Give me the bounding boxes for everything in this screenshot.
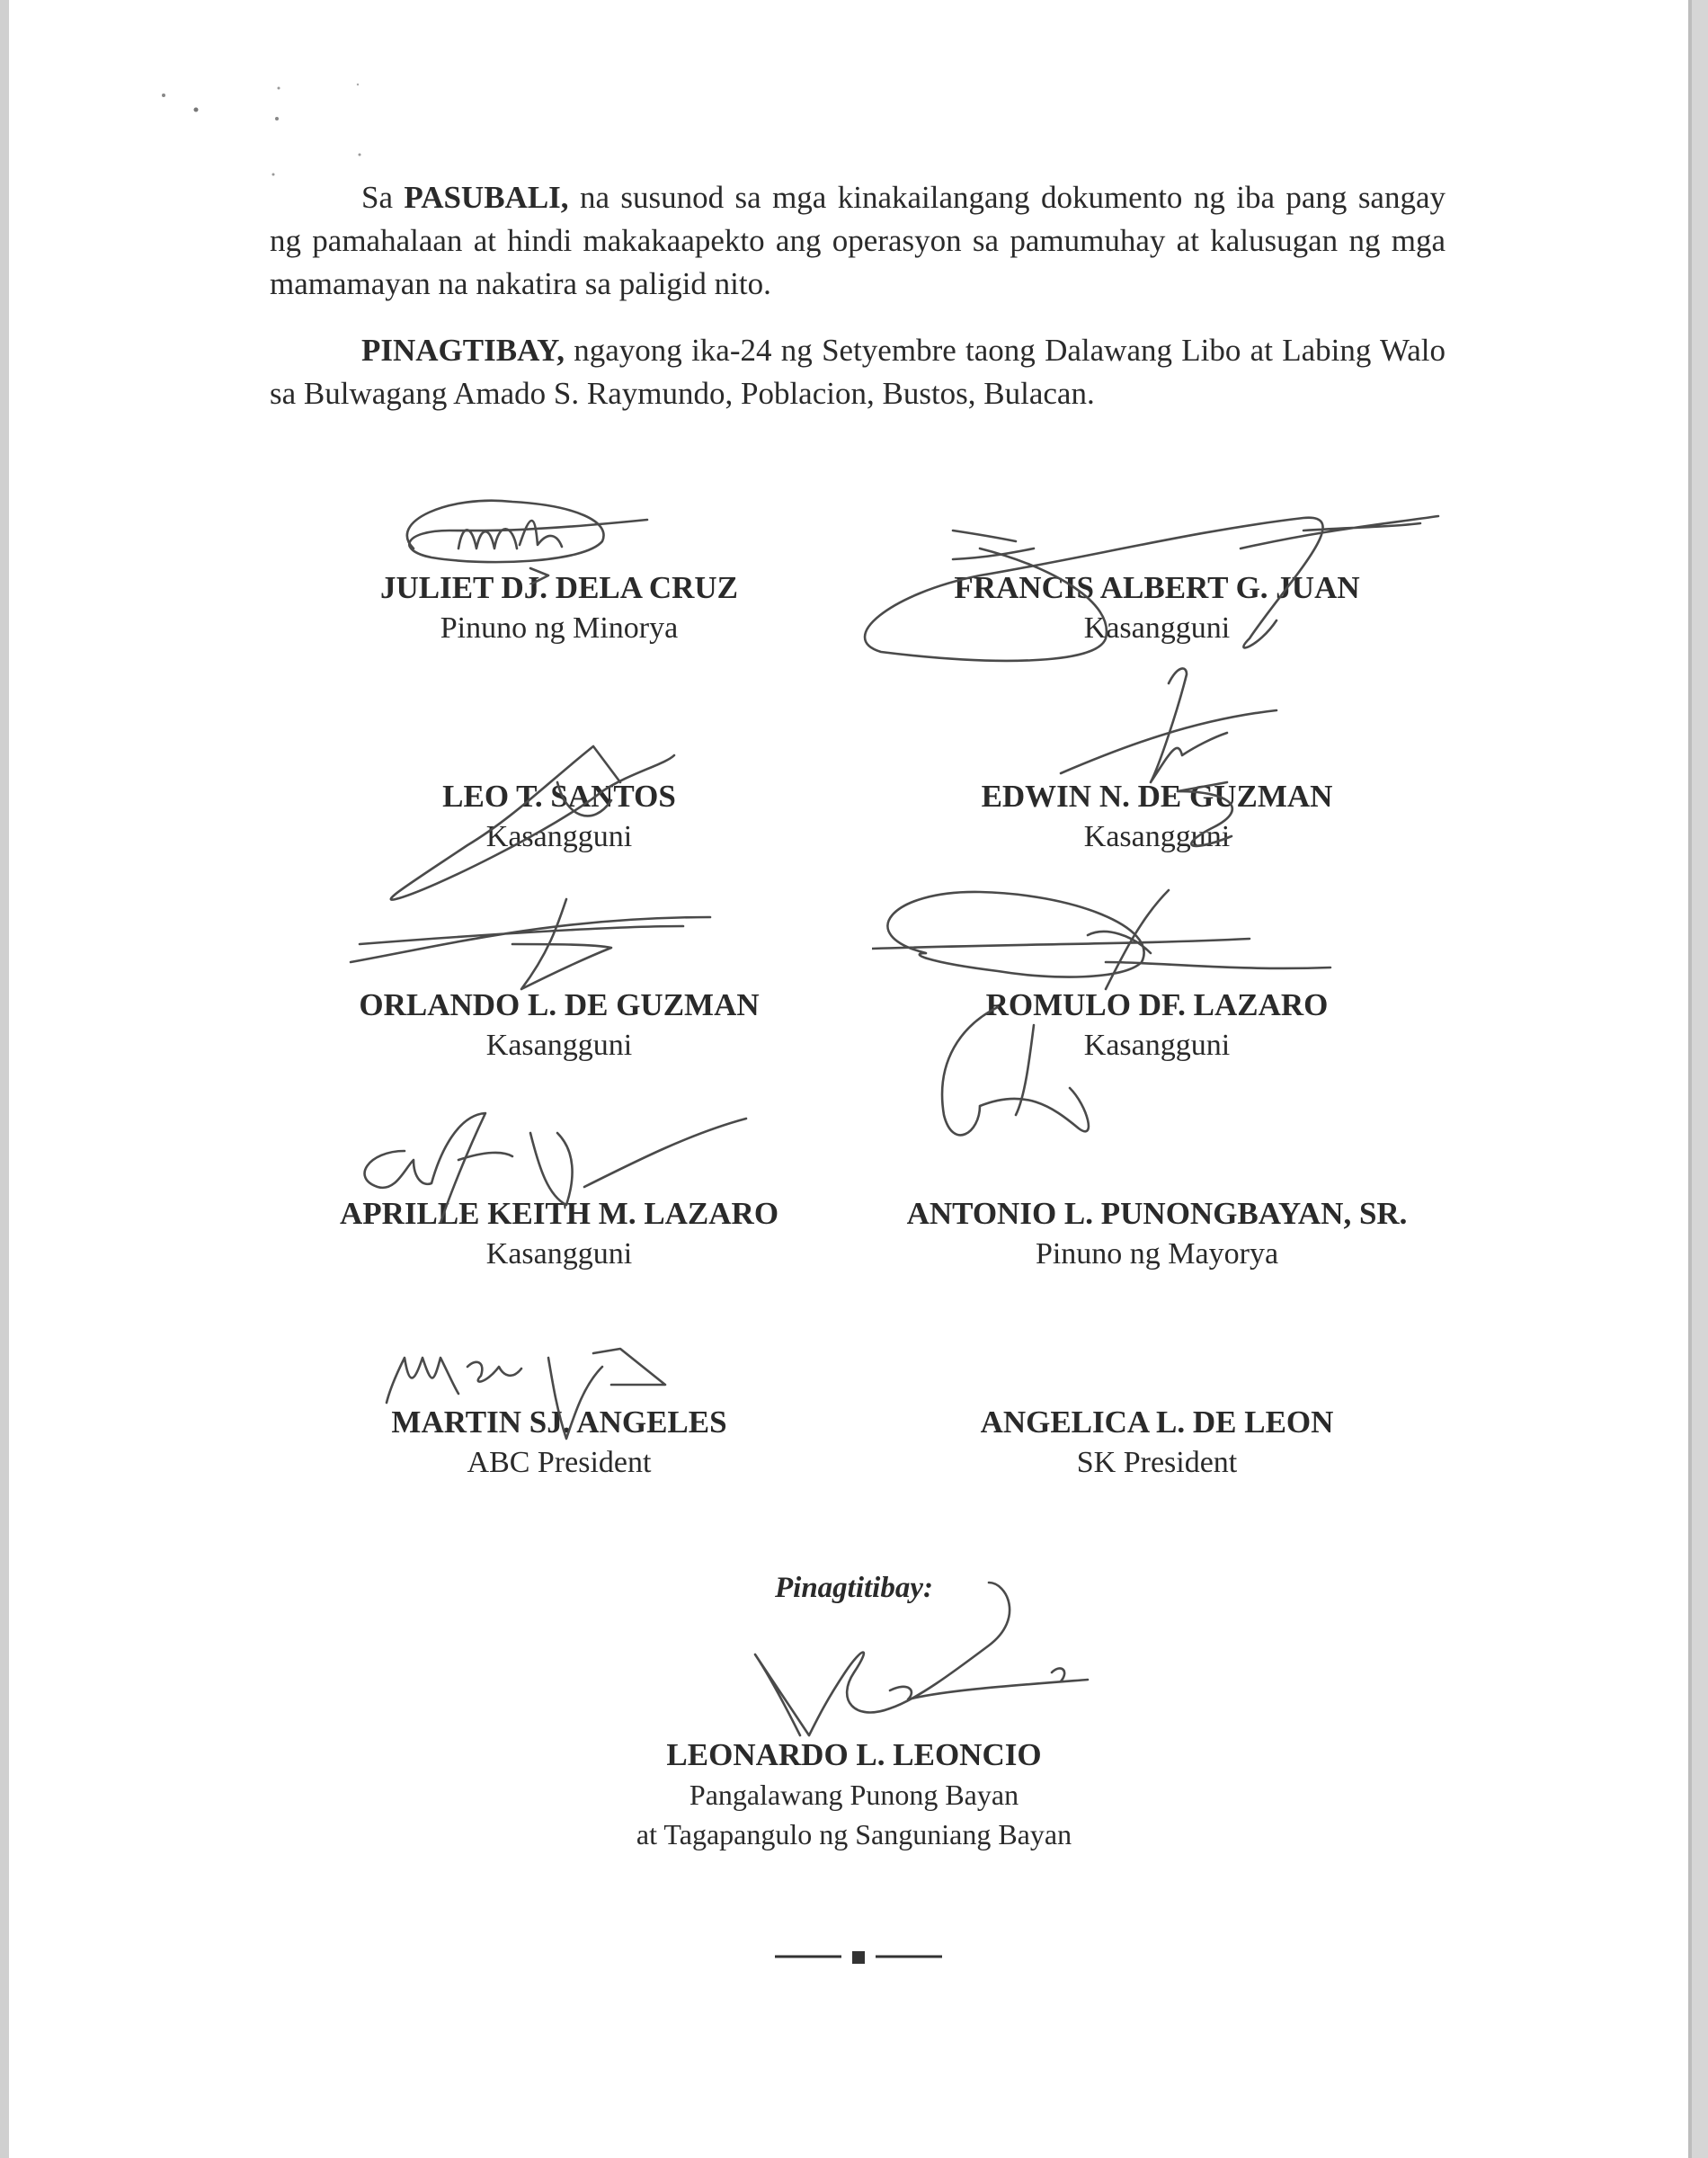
paragraph-lead: Sa: [361, 180, 405, 215]
handwritten-signature: [378, 486, 665, 584]
attesting-officer-title: Pangalawang Punong Bayan: [689, 1779, 1019, 1811]
handwritten-signature: [872, 881, 1339, 1169]
signatory-title: SK President: [1076, 1446, 1238, 1479]
attestation-block: [539, 1735, 1169, 1854]
signatory-name: ANGELICA L. DE LEON: [980, 1404, 1334, 1440]
pinagtibay-paragraph: [270, 329, 1446, 415]
signatory-name: MARTIN SJ. ANGELES: [391, 1404, 727, 1440]
handwritten-signature: [1052, 656, 1285, 863]
handwritten-signature: [351, 1097, 755, 1223]
signatory-title: Kasangguni: [485, 820, 633, 853]
signature-block: [887, 1194, 1427, 1275]
footer-ornament: [775, 1948, 942, 1966]
signatory-name: EDWIN N. DE GUZMAN: [981, 779, 1333, 814]
signatory-title: Pinuno ng Minorya: [440, 611, 679, 645]
signature-block: [887, 1403, 1427, 1484]
handwritten-signature: [737, 1565, 1097, 1744]
handwritten-signature: [378, 728, 683, 908]
attesting-officer-title: at Tagapangulo ng Sanguniang Bayan: [636, 1818, 1072, 1850]
page-edge: [0, 0, 9, 2158]
handwritten-signature: [369, 1331, 692, 1448]
signatory-name: FRANCIS ALBERT G. JUAN: [954, 570, 1360, 605]
signatory-title: ABC President: [467, 1446, 652, 1479]
signatory-title: Kasangguni: [485, 1029, 633, 1062]
attesting-officer-name: LEONARDO L. LEONCIO: [666, 1737, 1042, 1772]
signatory-name: ROMULO DF. LAZARO: [985, 987, 1329, 1022]
signatory-title: Pinuno ng Mayorya: [1035, 1237, 1279, 1271]
signatory-title: Kasangguni: [485, 1237, 633, 1271]
attestation-label: Pinagtitibay:: [775, 1572, 933, 1604]
scan-specks: [153, 81, 405, 189]
signatory-name: APRILLE KEITH M. LAZARO: [339, 1196, 779, 1231]
signatory-name: JULIET DJ. DELA CRUZ: [379, 570, 739, 605]
signatory-title: Kasangguni: [1083, 611, 1231, 645]
pasubali-paragraph: [270, 176, 1446, 306]
signatory-title: Kasangguni: [1083, 1029, 1231, 1062]
handwritten-signature: [342, 890, 719, 998]
signatory-name: ORLANDO L. DE GUZMAN: [359, 987, 760, 1022]
signatory-name: LEO T. SANTOS: [442, 779, 676, 814]
page-edge: [1688, 0, 1708, 2158]
signatory-title: Kasangguni: [1083, 820, 1231, 853]
paragraph-text: na susunod sa mga kinakailangang dokumento ng iba pang sangay ng pamahalaan at hindi makakaapekto ang operasyon sa pamumuhay at kalusugan ng mga mamamayan na nakatira sa paligid nito.: [270, 180, 1446, 301]
signatory-name: ANTONIO L. PUNONGBAYAN, SR.: [906, 1196, 1408, 1231]
paragraph-keyword: PASUBALI,: [404, 180, 569, 215]
paragraph-keyword: PINAGTIBAY,: [361, 333, 565, 368]
paragraph-text: ngayong ika-24 ng Setyembre taong Dalawang Libo at Labing Walo sa Bulwagang Amado S. Raymundo, Poblacion, Bustos, Bulacan.: [270, 333, 1446, 411]
